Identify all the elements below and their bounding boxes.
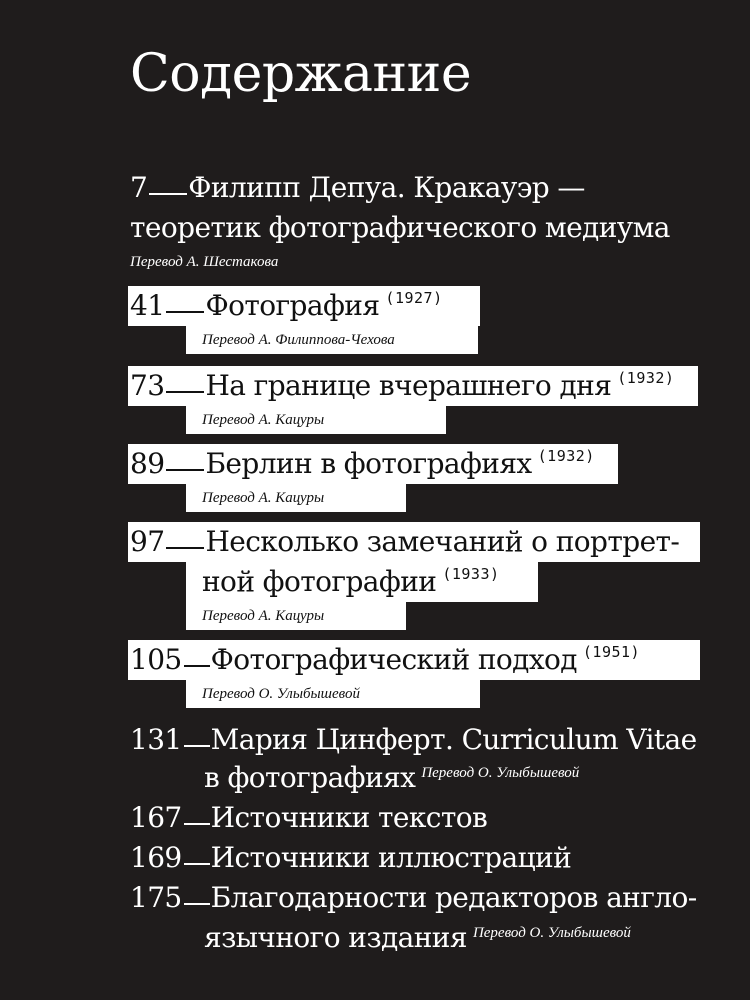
toc-title: Источники текстов — [210, 801, 488, 834]
separator-line — [166, 469, 204, 471]
toc-year: (1951) — [582, 643, 641, 661]
separator-line — [184, 903, 210, 905]
toc-page-number: 7 — [130, 171, 148, 204]
separator-line — [166, 311, 204, 313]
separator-line — [184, 665, 210, 667]
separator-line — [184, 863, 210, 865]
toc-year: (1927) — [385, 289, 443, 307]
page-title: Содержание — [130, 44, 472, 104]
toc-title-continuation: язычного издания — [204, 921, 467, 954]
toc-title-continuation: ной фотографии — [202, 565, 437, 598]
separator-line — [184, 823, 210, 825]
toc-translator: Перевод А. Кацуры — [186, 602, 406, 630]
toc-translator: Перевод А. Кацуры — [186, 484, 406, 512]
toc-entry-73[interactable] — [128, 366, 698, 406]
toc-translator: Перевод А. Шестакова — [130, 254, 279, 270]
toc-entry-175-line-2[interactable] — [204, 918, 631, 958]
toc-entry-97-line-1[interactable] — [128, 522, 700, 562]
toc-page-number: 131 — [130, 723, 182, 756]
toc-translator: Перевод О. Улыбышевой — [421, 765, 580, 781]
toc-title: Фотография — [205, 289, 380, 322]
toc-translator: Перевод О. Улыбышевой — [186, 680, 480, 708]
toc-entry-131-line-2[interactable] — [204, 758, 579, 798]
toc-page-number: 169 — [130, 841, 182, 874]
toc-entry-175-line-1[interactable] — [130, 878, 697, 918]
toc-year: (1932) — [537, 447, 595, 465]
toc-page-number: 73 — [130, 369, 165, 402]
toc-year: (1933) — [442, 565, 500, 583]
toc-title-continuation: в фотографиях — [204, 761, 416, 794]
toc-title: Филипп Депуа. Кракауэр — — [188, 171, 585, 204]
toc-entry-167[interactable] — [130, 798, 487, 838]
toc-translator: Перевод А. Кацуры — [186, 406, 446, 434]
toc-page-number: 89 — [130, 447, 165, 480]
toc-title-continuation: теоретик фотографического медиума — [130, 211, 670, 244]
toc-page-number: 167 — [130, 801, 182, 834]
toc-page-number: 41 — [130, 289, 165, 322]
separator-line — [166, 391, 204, 393]
toc-title: Мария Цинферт. Curriculum Vitae — [210, 723, 697, 756]
toc-translator: Перевод А. Филиппова-Чехова — [186, 326, 478, 354]
toc-entry-41[interactable] — [128, 286, 480, 326]
toc-entry-7-line-2[interactable] — [130, 208, 670, 248]
toc-page-number: 175 — [130, 881, 182, 914]
toc-year: (1932) — [617, 369, 675, 387]
toc-title: На границе вчерашнего дня — [205, 369, 612, 402]
separator-line — [149, 193, 187, 195]
toc-entry-131-line-1[interactable] — [130, 720, 697, 760]
separator-line — [166, 547, 204, 549]
toc-title: Благодарности редакторов англо- — [210, 881, 697, 914]
toc-entry-89[interactable] — [128, 444, 618, 484]
toc-entry-97-line-2[interactable] — [186, 562, 538, 602]
toc-entry-105[interactable] — [128, 640, 700, 680]
toc-entry-7-line-1[interactable] — [130, 168, 585, 208]
toc-page-number: 105 — [130, 643, 182, 676]
toc-title: Несколько замечаний о портрет- — [205, 525, 680, 558]
toc-title: Источники иллюстраций — [210, 841, 572, 874]
separator-line — [184, 745, 210, 747]
toc-title: Фотографический подход — [210, 643, 577, 676]
toc-title: Берлин в фотографиях — [205, 447, 532, 480]
toc-translator: Перевод О. Улыбышевой — [472, 925, 631, 941]
toc-page-number: 97 — [130, 525, 165, 558]
toc-entry-169[interactable] — [130, 838, 571, 878]
